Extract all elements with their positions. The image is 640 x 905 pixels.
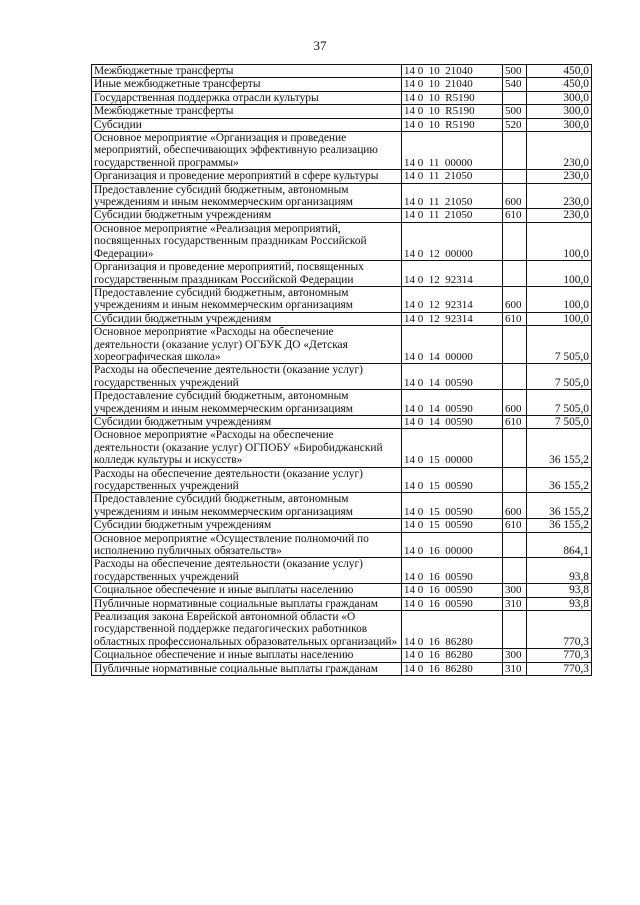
row-code-cell: 14 0 10 R5190 (402, 105, 503, 118)
row-expense-type-cell: 610 (503, 519, 527, 532)
row-code-cell: 14 0 15 00000 (402, 429, 503, 467)
row-sum-cell: 93,8 (527, 584, 592, 597)
row-expense-type-cell: 310 (503, 597, 527, 610)
row-expense-type-cell: 310 (503, 662, 527, 675)
budget-table (91, 64, 592, 676)
row-sum-cell: 770,3 (527, 662, 592, 675)
row-sum-cell: 100,0 (527, 286, 592, 312)
row-sum-cell: 93,8 (527, 597, 592, 610)
row-name-cell: Предоставление субсидий бюджетным, автономным учреждениям и иным некоммерческим организациям (92, 390, 402, 416)
table-row (92, 183, 592, 209)
row-code-cell: 14 0 10 R5190 (402, 118, 503, 131)
row-sum-cell: 36 155,2 (527, 493, 592, 519)
row-expense-type-cell (503, 222, 527, 260)
row-sum-cell: 300,0 (527, 105, 592, 118)
row-expense-type-cell: 500 (503, 65, 527, 78)
row-code-cell: 14 0 14 00590 (402, 415, 503, 428)
row-expense-type-cell (503, 558, 527, 584)
table-row (92, 118, 592, 131)
row-sum-cell: 300,0 (527, 118, 592, 131)
row-sum-cell: 100,0 (527, 312, 592, 325)
row-expense-type-cell: 600 (503, 493, 527, 519)
row-expense-type-cell (503, 326, 527, 364)
row-name-cell: Иные межбюджетные трансферты (92, 78, 402, 91)
row-expense-type-cell (503, 429, 527, 467)
row-sum-cell: 36 155,2 (527, 519, 592, 532)
row-name-cell: Организация и проведение мероприятий в сфере культуры (92, 170, 402, 183)
row-code-cell: 14 0 12 92314 (402, 312, 503, 325)
row-expense-type-cell: 600 (503, 183, 527, 209)
table-row (92, 286, 592, 312)
row-sum-cell: 230,0 (527, 170, 592, 183)
row-code-cell: 14 0 10 21040 (402, 65, 503, 78)
row-sum-cell: 230,0 (527, 132, 592, 170)
row-expense-type-cell: 600 (503, 390, 527, 416)
row-name-cell: Субсидии бюджетным учреждениям (92, 209, 402, 222)
row-code-cell: 14 0 14 00000 (402, 326, 503, 364)
row-name-cell: Основное мероприятие «Расходы на обеспечение деятельности (оказание услуг) ОГПОБУ «Биробиджанский колледж культуры и искусств» (92, 429, 402, 467)
row-sum-cell: 300,0 (527, 91, 592, 104)
row-name-cell: Публичные нормативные социальные выплаты гражданам (92, 662, 402, 675)
table-row (92, 326, 592, 364)
row-code-cell: 14 0 11 00000 (402, 132, 503, 170)
row-code-cell: 14 0 16 00590 (402, 558, 503, 584)
row-sum-cell: 36 155,2 (527, 467, 592, 493)
row-expense-type-cell: 300 (503, 649, 527, 662)
table-row (92, 611, 592, 649)
row-name-cell: Субсидии бюджетным учреждениям (92, 415, 402, 428)
row-code-cell: 14 0 10 R5190 (402, 91, 503, 104)
row-name-cell: Предоставление субсидий бюджетным, автономным учреждениям и иным некоммерческим организациям (92, 183, 402, 209)
row-code-cell: 14 0 10 21040 (402, 78, 503, 91)
row-code-cell: 14 0 12 00000 (402, 222, 503, 260)
row-sum-cell: 36 155,2 (527, 429, 592, 467)
row-expense-type-cell (503, 467, 527, 493)
row-code-cell: 14 0 15 00590 (402, 519, 503, 532)
row-sum-cell: 7 505,0 (527, 326, 592, 364)
row-expense-type-cell (503, 170, 527, 183)
row-expense-type-cell: 300 (503, 584, 527, 597)
row-sum-cell: 7 505,0 (527, 390, 592, 416)
row-sum-cell: 450,0 (527, 65, 592, 78)
row-sum-cell: 230,0 (527, 209, 592, 222)
row-name-cell: Государственная поддержка отрасли культуры (92, 91, 402, 104)
table-row (92, 597, 592, 610)
table-row (92, 170, 592, 183)
row-name-cell: Расходы на обеспечение деятельности (оказание услуг) государственных учреждений (92, 364, 402, 390)
row-expense-type-cell: 500 (503, 105, 527, 118)
row-code-cell: 14 0 14 00590 (402, 390, 503, 416)
row-name-cell: Организация и проведение мероприятий, посвященных государственным праздникам Российской Федерации (92, 261, 402, 287)
row-sum-cell: 230,0 (527, 183, 592, 209)
row-expense-type-cell: 540 (503, 78, 527, 91)
row-name-cell: Основное мероприятие «Осуществление полномочий по исполнению публичных обязательств» (92, 532, 402, 558)
row-expense-type-cell (503, 364, 527, 390)
row-expense-type-cell (503, 611, 527, 649)
row-code-cell: 14 0 12 92314 (402, 261, 503, 287)
table-row (92, 558, 592, 584)
table-row (92, 467, 592, 493)
table-row (92, 91, 592, 104)
table-row (92, 390, 592, 416)
table-row (92, 78, 592, 91)
table-row (92, 584, 592, 597)
table-row (92, 519, 592, 532)
table-row (92, 532, 592, 558)
row-code-cell: 14 0 11 21050 (402, 183, 503, 209)
table-row (92, 209, 592, 222)
table-row (92, 649, 592, 662)
row-code-cell: 14 0 11 21050 (402, 170, 503, 183)
row-name-cell: Межбюджетные трансферты (92, 65, 402, 78)
table-row (92, 429, 592, 467)
row-code-cell: 14 0 16 86280 (402, 649, 503, 662)
row-name-cell: Реализация закона Еврейской автономной области «О государственной поддержке педагогических работников областных профессиональных образовательных организаций» (92, 611, 402, 649)
row-name-cell: Предоставление субсидий бюджетным, автономным учреждениям и иным некоммерческим организациям (92, 286, 402, 312)
table-row (92, 415, 592, 428)
row-name-cell: Предоставление субсидий бюджетным, автономным учреждениям и иным некоммерческим организациям (92, 493, 402, 519)
row-name-cell: Социальное обеспечение и иные выплаты населению (92, 584, 402, 597)
table-row (92, 222, 592, 260)
row-name-cell: Основное мероприятие «Реализация мероприятий, посвященных государственным праздникам Российской Федерации» (92, 222, 402, 260)
table-row (92, 662, 592, 675)
row-expense-type-cell (503, 532, 527, 558)
row-name-cell: Субсидии бюджетным учреждениям (92, 519, 402, 532)
row-name-cell: Межбюджетные трансферты (92, 105, 402, 118)
row-code-cell: 14 0 16 86280 (402, 611, 503, 649)
row-sum-cell: 864,1 (527, 532, 592, 558)
table-row (92, 312, 592, 325)
row-expense-type-cell: 520 (503, 118, 527, 131)
row-code-cell: 14 0 16 86280 (402, 662, 503, 675)
row-code-cell: 14 0 16 00000 (402, 532, 503, 558)
row-name-cell: Расходы на обеспечение деятельности (оказание услуг) государственных учреждений (92, 558, 402, 584)
row-expense-type-cell: 610 (503, 209, 527, 222)
table-row (92, 105, 592, 118)
row-code-cell: 14 0 14 00590 (402, 364, 503, 390)
row-sum-cell: 7 505,0 (527, 415, 592, 428)
row-sum-cell: 93,8 (527, 558, 592, 584)
row-sum-cell: 7 505,0 (527, 364, 592, 390)
row-code-cell: 14 0 12 92314 (402, 286, 503, 312)
row-sum-cell: 770,3 (527, 649, 592, 662)
row-expense-type-cell: 600 (503, 286, 527, 312)
table-row (92, 493, 592, 519)
row-sum-cell: 100,0 (527, 261, 592, 287)
row-code-cell: 14 0 15 00590 (402, 493, 503, 519)
row-code-cell: 14 0 16 00590 (402, 584, 503, 597)
row-code-cell: 14 0 11 21050 (402, 209, 503, 222)
row-sum-cell: 100,0 (527, 222, 592, 260)
row-name-cell: Основное мероприятие «Организация и проведение мероприятий, обеспечивающих эффективную реализацию государственной программы» (92, 132, 402, 170)
row-sum-cell: 770,3 (527, 611, 592, 649)
row-expense-type-cell (503, 261, 527, 287)
row-name-cell: Субсидии (92, 118, 402, 131)
page-number: 37 (313, 38, 327, 53)
row-expense-type-cell: 610 (503, 415, 527, 428)
table-row (92, 65, 592, 78)
row-expense-type-cell (503, 132, 527, 170)
table-row (92, 364, 592, 390)
row-code-cell: 14 0 16 00590 (402, 597, 503, 610)
table-row (92, 261, 592, 287)
row-name-cell: Социальное обеспечение и иные выплаты населению (92, 649, 402, 662)
row-name-cell: Публичные нормативные социальные выплаты гражданам (92, 597, 402, 610)
row-code-cell: 14 0 15 00590 (402, 467, 503, 493)
row-name-cell: Основное мероприятие «Расходы на обеспечение деятельности (оказание услуг) ОГБУК ДО «Детская хореографическая школа» (92, 326, 402, 364)
row-name-cell: Расходы на обеспечение деятельности (оказание услуг) государственных учреждений (92, 467, 402, 493)
table-row (92, 132, 592, 170)
row-sum-cell: 450,0 (527, 78, 592, 91)
budget-table-body (92, 65, 592, 676)
row-expense-type-cell (503, 91, 527, 104)
row-name-cell: Субсидии бюджетным учреждениям (92, 312, 402, 325)
row-expense-type-cell: 610 (503, 312, 527, 325)
